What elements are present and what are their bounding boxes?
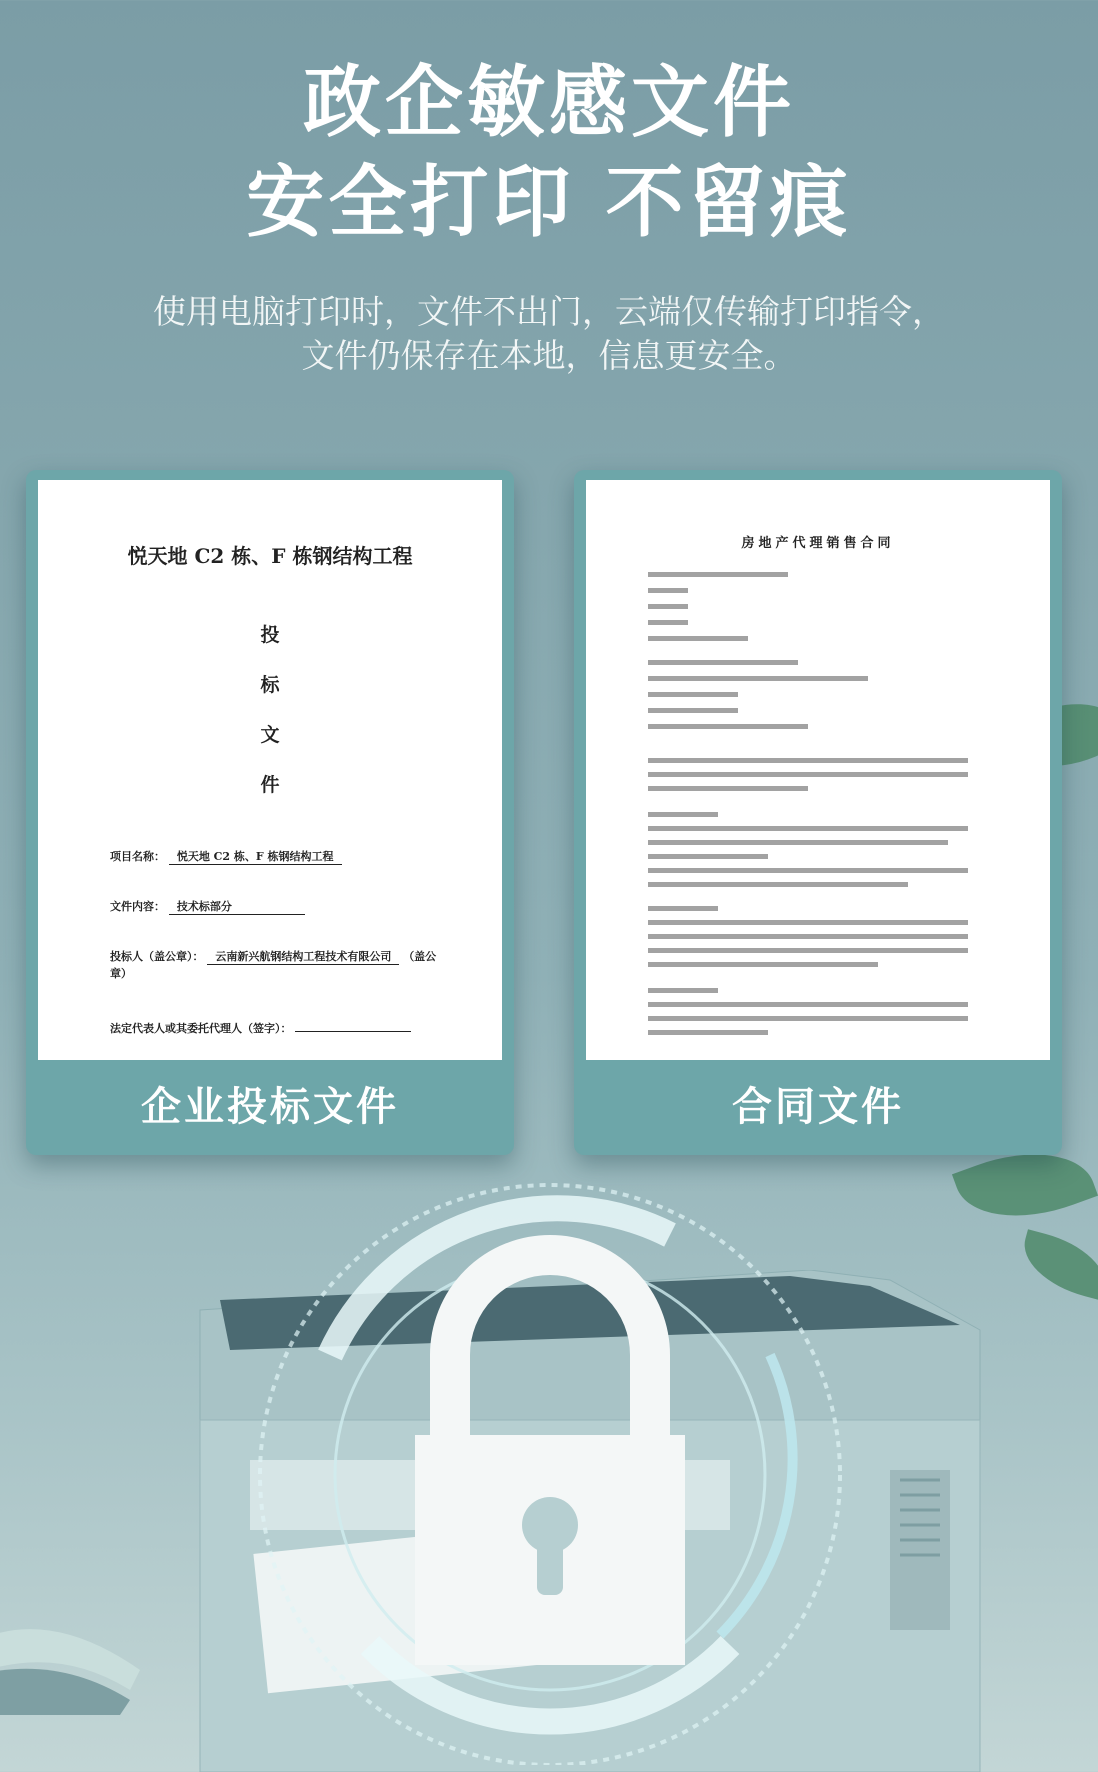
bid-field-signature	[110, 1020, 411, 1036]
contract-text-line	[648, 840, 948, 845]
plant-leaf-icon	[1015, 1229, 1098, 1301]
contract-text-line	[648, 934, 968, 939]
contract-text-line	[648, 920, 968, 925]
contract-text-line	[648, 676, 868, 681]
bid-vertical-char: 标	[260, 674, 280, 696]
contract-text-line	[648, 724, 808, 729]
bid-field-value	[295, 1031, 411, 1032]
contract-text-line	[648, 948, 968, 953]
contract-text-line	[648, 692, 738, 697]
bid-field-key: 投标人（盖公章）：	[110, 950, 204, 963]
contract-text-line	[648, 620, 688, 625]
contract-text-line	[648, 854, 768, 859]
contract-text-line	[648, 758, 968, 763]
contract-text-line	[648, 1002, 968, 1007]
contract-text-line	[648, 906, 718, 911]
bid-vertical-char: 投	[260, 624, 280, 646]
headline-line-1: 政企敏感文件	[302, 58, 795, 148]
contract-text-line	[648, 604, 688, 609]
contract-text-line	[648, 882, 908, 887]
contract-text-line	[648, 786, 808, 791]
contract-text-line	[648, 1030, 768, 1035]
contract-text-line	[648, 588, 688, 593]
bid-field-key: 法定代表人或其委托代理人（签字）：	[110, 1022, 292, 1035]
contract-text-line	[648, 708, 738, 713]
bid-vertical-char: 件	[260, 774, 280, 796]
contract-text-line	[648, 772, 968, 777]
bid-field-tail: （盖公章）	[110, 950, 437, 980]
contract-text-line	[648, 826, 968, 831]
bid-document-card	[26, 470, 514, 1155]
contract-document-title: 房地产代理销售合同	[741, 536, 895, 551]
bid-document-paper	[38, 480, 502, 1060]
contract-text-line	[648, 988, 718, 993]
contract-text-line	[648, 868, 968, 873]
subtitle-line-2: 文件仍保存在本地，信息更安全。	[301, 336, 797, 375]
bid-field-bidder	[110, 948, 440, 981]
contract-text-line	[648, 572, 788, 577]
bid-field-value: 云南新兴航钢结构工程技术有限公司	[207, 948, 399, 965]
bid-field-value: 技术标部分	[169, 898, 305, 915]
bid-field-content	[110, 898, 305, 915]
bid-field-key: 项目名称：	[110, 850, 165, 863]
stapler-illustration	[0, 1600, 160, 1720]
contract-document-paper	[586, 480, 1050, 1060]
bid-card-label: 企业投标文件	[141, 1084, 399, 1130]
contract-card-label: 合同文件	[732, 1084, 904, 1130]
bid-field-value: 悦天地 C2 栋、F 栋钢结构工程	[169, 848, 342, 865]
bid-field-project	[110, 848, 342, 865]
contract-text-line	[648, 636, 748, 641]
contract-text-line	[648, 812, 718, 817]
contract-text-line	[648, 962, 878, 967]
subtitle-line-1: 使用电脑打印时，文件不出门，云端仅传输打印指令，	[153, 292, 945, 331]
bid-vertical-char: 文	[260, 724, 280, 746]
padlock-icon	[250, 1175, 850, 1765]
contract-document-card	[574, 470, 1062, 1155]
contract-text-line	[648, 660, 798, 665]
bid-field-key: 文件内容：	[110, 900, 165, 913]
contract-text-line	[648, 1016, 968, 1021]
headline-line-2: 安全打印 不留痕	[246, 158, 852, 248]
bid-document-title: 悦天地 C2 栋、F 栋钢结构工程	[127, 544, 413, 568]
